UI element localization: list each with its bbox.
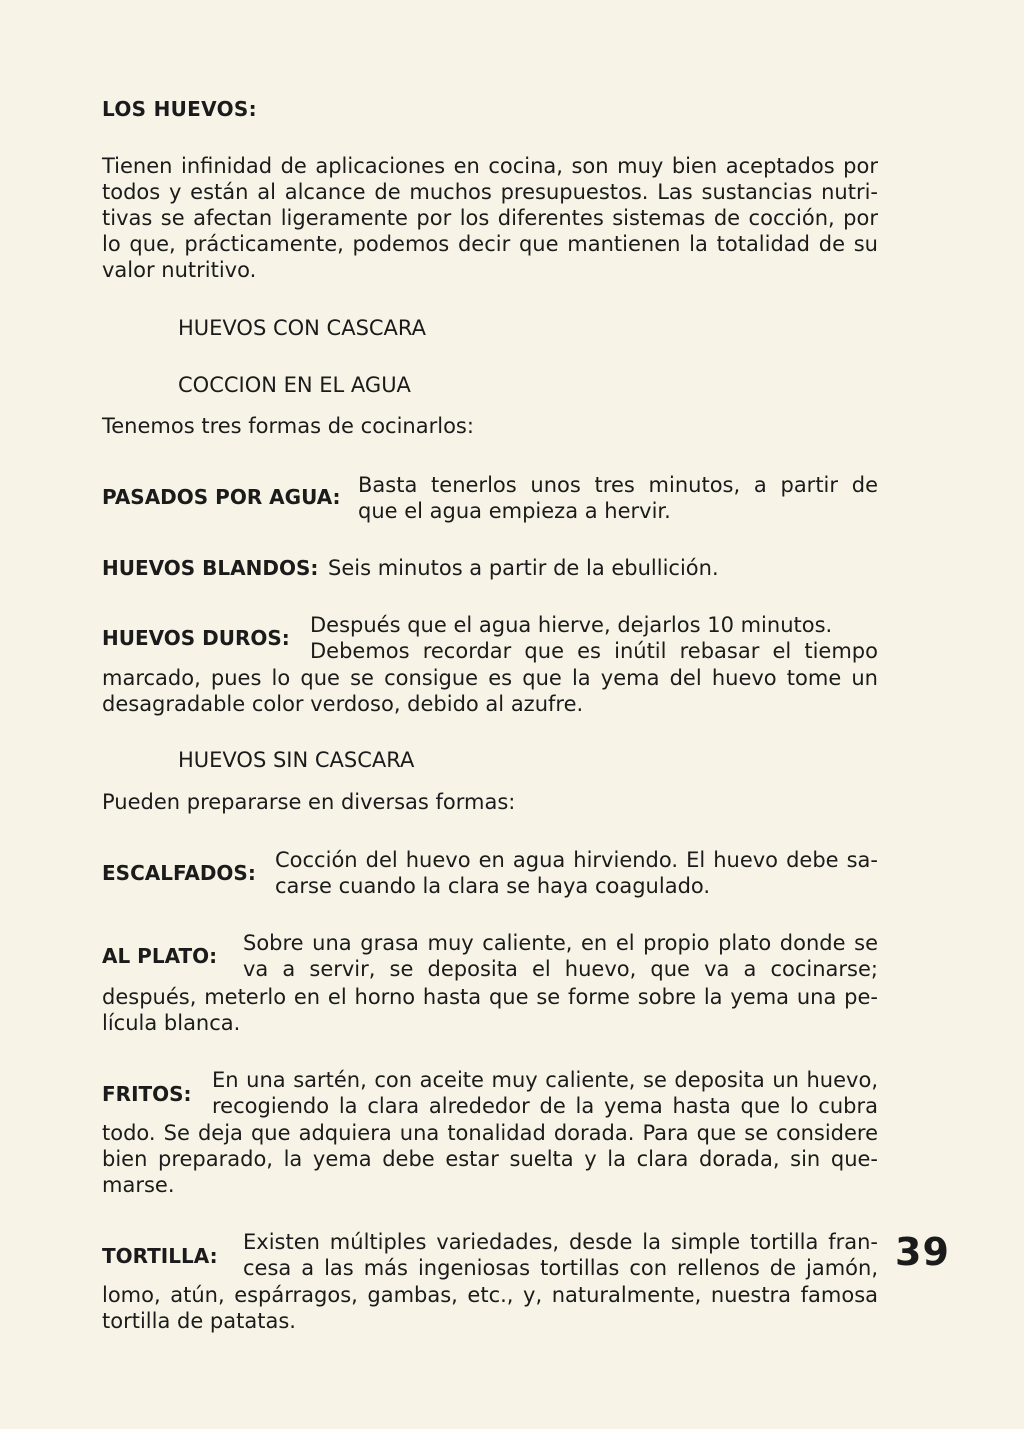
term-text: bien preparado, la yema debe estar suelta y la clara dorada, sin que- xyxy=(102,1147,878,1171)
intro-line: todos y están al alcance de muchos presupuestos. Las sustancias nutri- xyxy=(102,180,878,204)
term-label: ESCALFADOS: xyxy=(102,861,256,885)
term-label: HUEVOS BLANDOS: xyxy=(102,556,319,580)
term-text: lomo, atún, espárragos, gambas, etc., y, naturalmente, nuestra famosa xyxy=(102,1283,878,1307)
term-label: TORTILLA: xyxy=(102,1244,218,1268)
term-label: PASADOS POR AGUA: xyxy=(102,485,341,509)
term-text: Debemos recordar que es inútil rebasar el tiempo xyxy=(310,639,878,663)
section-heading: HUEVOS SIN CASCARA xyxy=(178,748,415,772)
term-label: FRITOS: xyxy=(102,1082,192,1106)
term-text: después, meterlo en el horno hasta que se forme sobre la yema una pe- xyxy=(102,985,878,1009)
section-heading: COCCION EN EL AGUA xyxy=(178,373,411,397)
page-number: 39 xyxy=(895,1230,950,1274)
paragraph: Pueden prepararse en diversas formas: xyxy=(102,790,516,814)
intro-line: lo que, prácticamente, podemos decir que mantienen la totalidad de su xyxy=(102,232,878,256)
term-text: marcado, pues lo que se consigue es que la yema del huevo tome un xyxy=(102,666,878,690)
term-label: HUEVOS DUROS: xyxy=(102,626,290,650)
term-text: carse cuando la clara se haya coagulado. xyxy=(275,874,711,898)
term-text: va a servir, se deposita el huevo, que va a cocinarse; xyxy=(243,957,878,981)
term-text: que el agua empieza a hervir. xyxy=(358,499,671,523)
intro-line: tivas se afectan ligeramente por los diferentes sistemas de cocción, por xyxy=(102,206,878,230)
section-heading: HUEVOS CON CASCARA xyxy=(178,316,427,340)
term-text: marse. xyxy=(102,1173,175,1197)
page-title: LOS HUEVOS: xyxy=(102,97,257,121)
term-text: Seis minutos a partir de la ebullición. xyxy=(328,556,719,580)
term-text: Sobre una grasa muy caliente, en el propio plato donde se xyxy=(243,931,878,955)
term-text: desagradable color verdoso, debido al azufre. xyxy=(102,692,584,716)
term-text: recogiendo la clara alrededor de la yema hasta que lo cubra xyxy=(212,1094,878,1118)
intro-line: Tienen infinidad de aplicaciones en cocina, son muy bien aceptados por xyxy=(102,154,878,178)
paragraph: Tenemos tres formas de cocinarlos: xyxy=(102,414,474,438)
intro-line: valor nutritivo. xyxy=(102,258,257,282)
term-text: Después que el agua hierve, dejarlos 10 minutos. xyxy=(310,613,833,637)
term-label: AL PLATO: xyxy=(102,944,218,968)
term-text: En una sartén, con aceite muy caliente, se deposita un huevo, xyxy=(212,1068,878,1092)
term-text: todo. Se deja que adquiera una tonalidad dorada. Para que se considere xyxy=(102,1121,878,1145)
term-text: lícula blanca. xyxy=(102,1011,241,1035)
term-text: Basta tenerlos unos tres minutos, a partir de xyxy=(358,473,878,497)
term-text: tortilla de patatas. xyxy=(102,1309,296,1333)
term-text: Cocción del huevo en agua hirviendo. El huevo debe sa- xyxy=(275,848,878,872)
term-text: Existen múltiples variedades, desde la simple tortilla fran- xyxy=(243,1230,878,1254)
term-text: cesa a las más ingeniosas tortillas con rellenos de jamón, xyxy=(243,1256,878,1280)
